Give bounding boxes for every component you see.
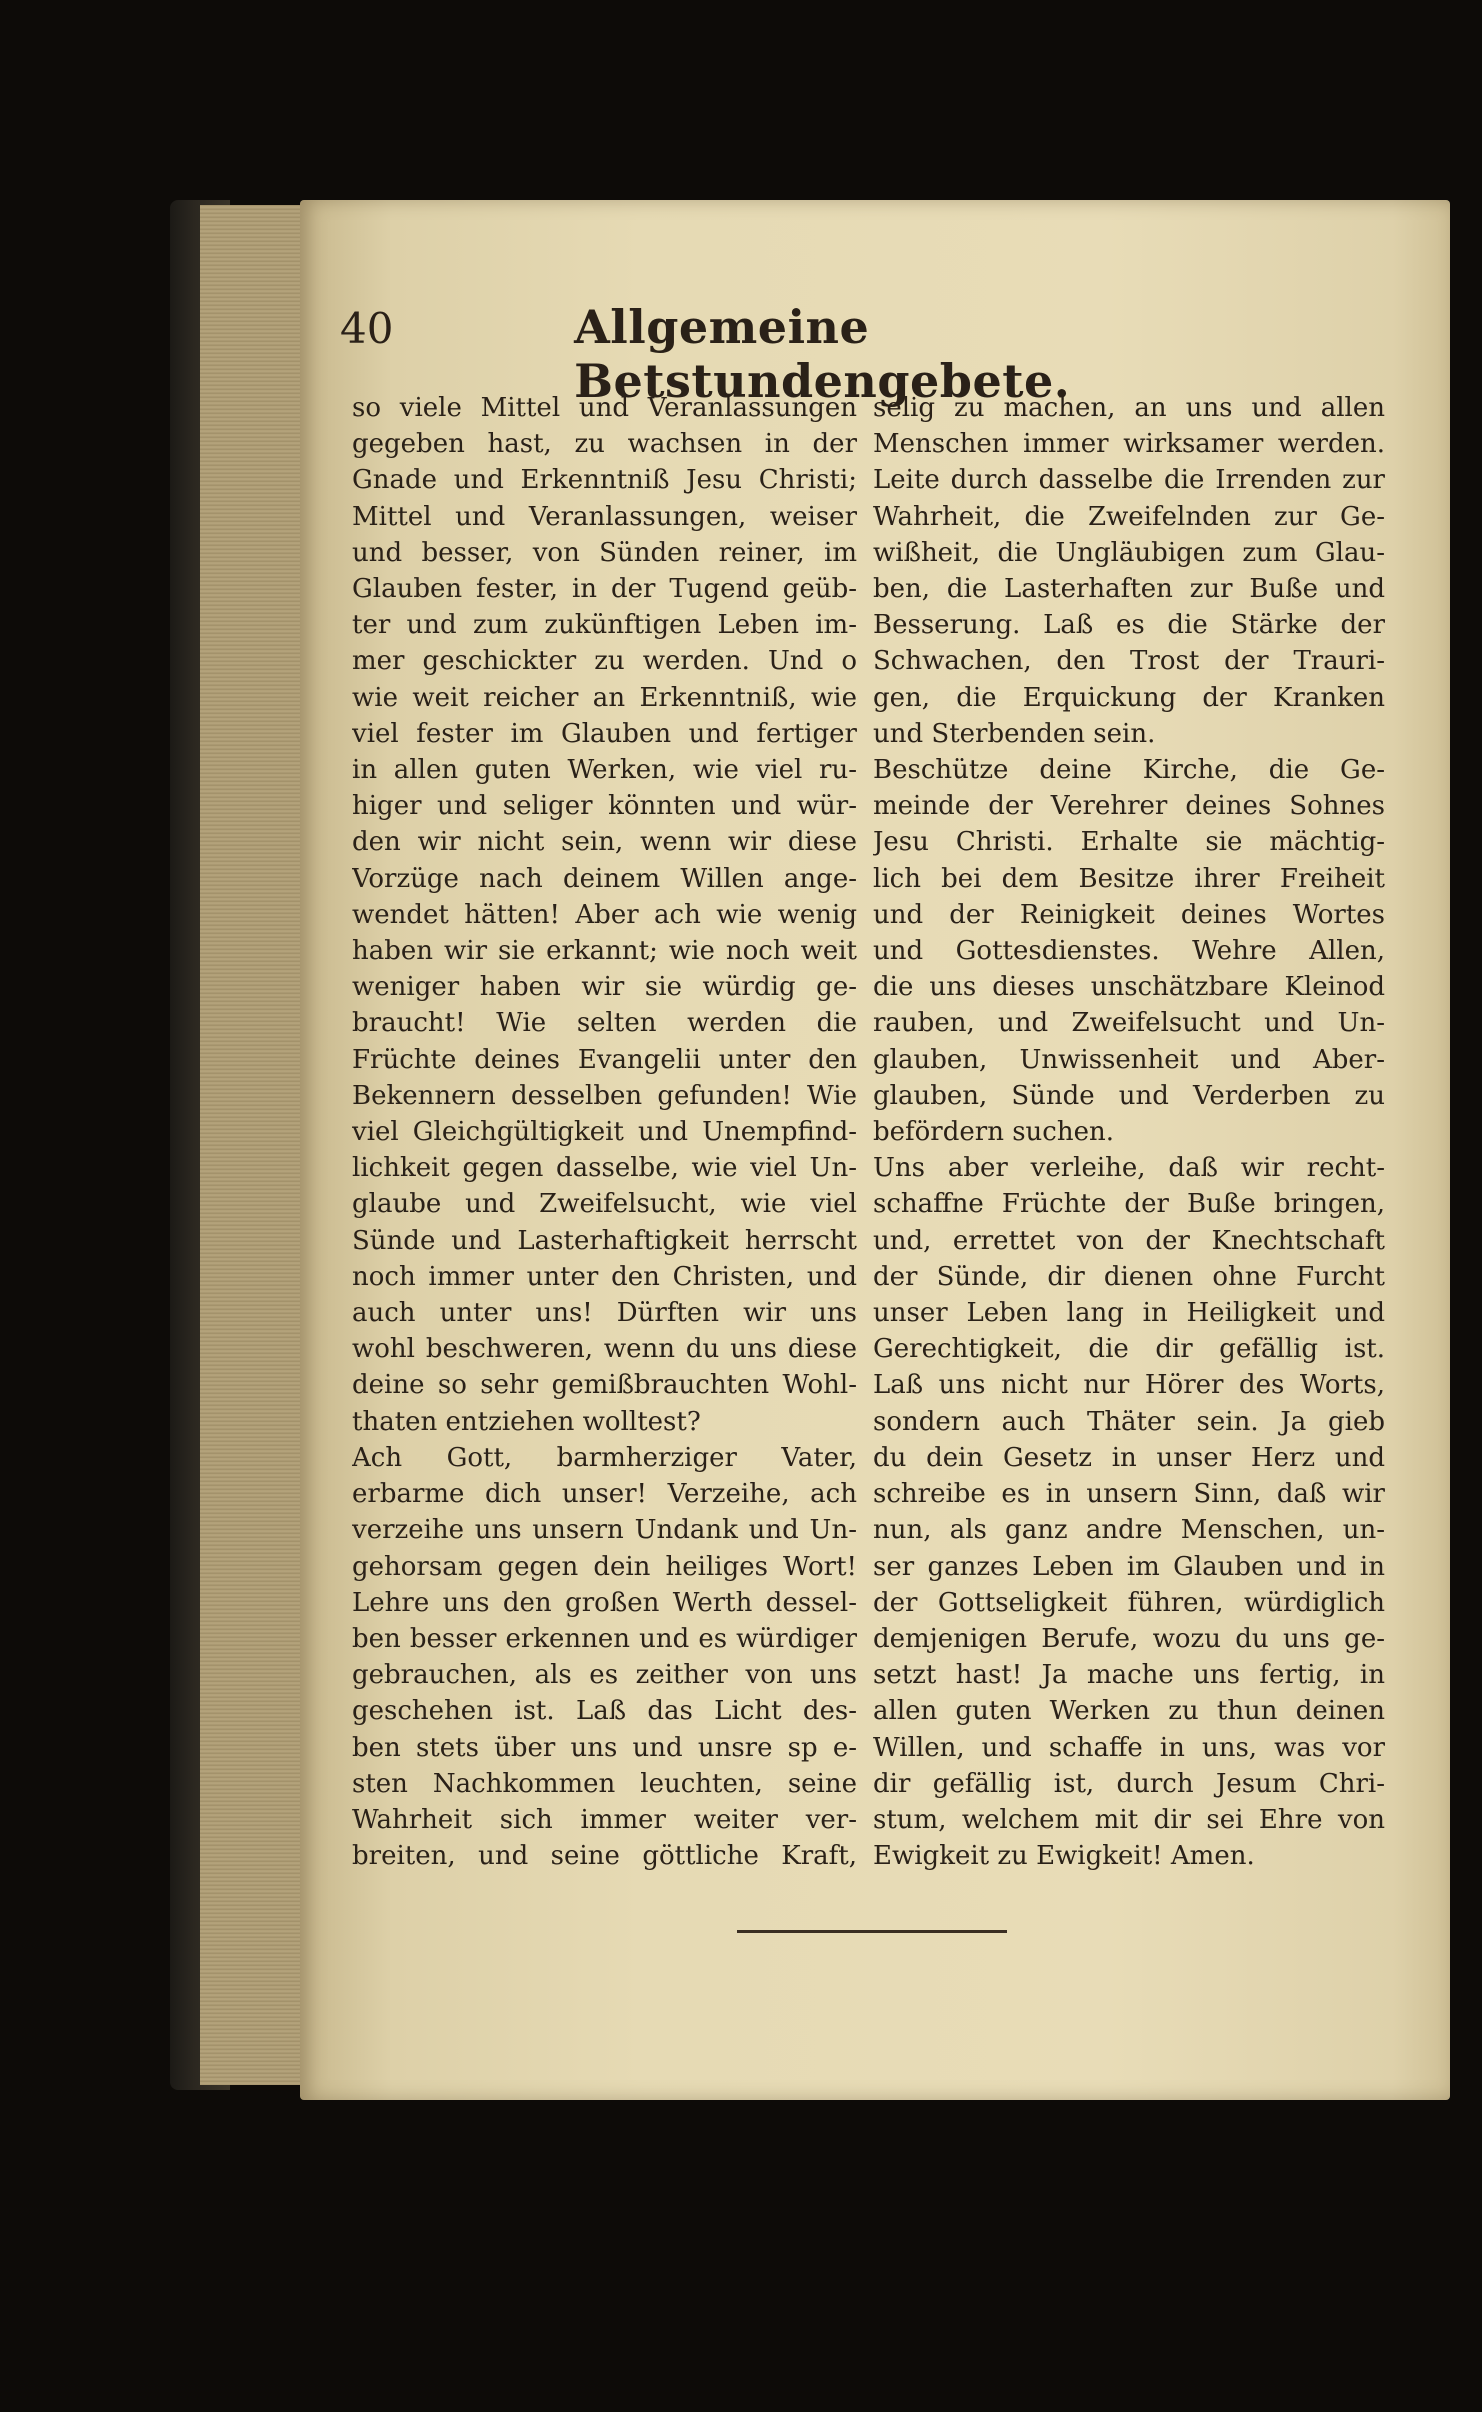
text-line: Bekennern desselben gefunden! Wie [352,1080,857,1111]
text-line: demjenigen Berufe, wozu du uns ge- [873,1623,1385,1654]
text-line: sondern auch Thäter sein. Ja gieb [873,1406,1385,1437]
text-line: unser Leben lang in Heiligkeit und [873,1298,1385,1329]
text-line: wißheit, die Ungläubigen zum Glau- [873,537,1385,568]
text-line: selig zu machen, an uns und allen [873,393,1385,423]
text-line: Laß uns nicht nur Hörer des Worts, [873,1370,1385,1401]
text-line: braucht! Wie selten werden die [352,1008,857,1039]
text-line: wendet hätten! Aber ach wie wenig [352,899,857,930]
text-line: und Gottesdienstes. Wehre Allen, [873,936,1385,967]
right-text-column [873,390,1385,1874]
text-line: stum, welchem mit dir sei Ehre von [873,1804,1385,1835]
text-line: gen, die Erquickung der Kranken [873,682,1385,713]
text-line: geschehen ist. Laß das Licht des- [352,1696,857,1727]
text-line: viel Gleichgültigkeit und Unempfind- [352,1117,857,1148]
text-line: glaube und Zweifelsucht, wie viel [352,1189,857,1220]
end-rule [737,1930,1007,1933]
running-title: Allgemeine Betstundengebete. [574,300,1071,408]
text-line: weniger haben wir sie würdig ge- [352,972,857,1003]
text-line: Uns aber verleihe, daß wir recht- [873,1153,1385,1184]
text-line: ben besser erkennen und es würdiger [352,1623,857,1654]
text-line: Mittel und Veranlassungen, weiser [352,501,857,532]
text-line: den wir nicht sein, wenn wir diese [352,827,857,858]
text-line: Gerechtigkeit, die dir gefällig ist. [873,1334,1385,1365]
text-line: ben stets über uns und unsre sp e- [352,1732,857,1763]
text-line: und, errettet von der Knechtschaft [873,1225,1385,1256]
text-line: setzt hast! Ja mache uns fertig, in [873,1660,1385,1691]
text-line: so viele Mittel und Veranlassungen [352,393,857,423]
text-line: deine so sehr gemißbrauchten Wohl- [352,1370,857,1401]
text-line: allen guten Werken zu thun deinen [873,1696,1385,1727]
text-line: ser ganzes Leben im Glauben und in [873,1551,1385,1582]
page-number: 40 [340,304,394,353]
text-line: schaffne Früchte der Buße bringen, [873,1189,1385,1220]
text-line: Früchte deines Evangelii unter den [352,1044,857,1075]
text-line: haben wir sie erkannt; wie noch weit [352,936,857,967]
left-text-column [352,390,857,1874]
text-line: auch unter uns! Dürften wir uns [352,1298,857,1329]
text-line: noch immer unter den Christen, und [352,1261,857,1292]
text-line: sten Nachkommen leuchten, seine [352,1768,857,1799]
text-line: Vorzüge nach deinem Willen ange- [352,863,857,894]
text-line: und besser, von Sünden reiner, im [352,537,857,568]
text-line: Menschen immer wirksamer werden. [873,429,1385,460]
text-line: verzeihe uns unsern Undank und Un- [352,1515,857,1546]
text-line: ter und zum zukünftigen Leben im- [352,610,857,641]
text-line: meinde der Verehrer deines Sohnes [873,791,1385,822]
text-line: lichkeit gegen dasselbe, wie viel Un- [352,1153,857,1184]
text-line: Leite durch dasselbe die Irrenden zur [873,465,1385,496]
text-line: schreibe es in unsern Sinn, daß wir [873,1479,1385,1510]
text-line: Jesu Christi. Erhalte sie mächtig- [873,827,1385,858]
text-line: wohl beschweren, wenn du uns diese [352,1334,857,1365]
text-line: gegeben hast, zu wachsen in der [352,429,857,460]
text-line: und Sterbenden sein. [873,718,1156,749]
text-line: und der Reinigkeit deines Wortes [873,899,1385,930]
text-line: befördern suchen. [873,1117,1114,1148]
text-line: dir gefällig ist, durch Jesum Chri- [873,1768,1385,1799]
text-line: viel fester im Glauben und fertiger [352,718,857,749]
text-line: thaten entziehen wolltest? [352,1406,701,1437]
text-line: glauben, Sünde und Verderben zu [873,1080,1385,1111]
text-line: Besserung. Laß es die Stärke der [873,610,1385,641]
text-line: Gnade und Erkenntniß Jesu Christi; [352,465,857,496]
text-line: Beschütze deine Kirche, die Ge- [873,755,1385,786]
text-line: Willen, und schaffe in uns, was vor [873,1732,1385,1763]
text-line: Glauben fester, in der Tugend geüb- [352,574,857,605]
text-line: Wahrheit sich immer weiter ver- [352,1804,857,1835]
text-line: du dein Gesetz in unser Herz und [873,1442,1385,1473]
text-line: nun, als ganz andre Menschen, un- [873,1515,1385,1546]
text-line: erbarme dich unser! Verzeihe, ach [352,1479,857,1510]
text-line: der Sünde, dir dienen ohne Furcht [873,1261,1385,1292]
text-line: Lehre uns den großen Werth dessel- [352,1587,857,1618]
text-line: Ewigkeit zu Ewigkeit! Amen. [873,1841,1255,1872]
text-line: ben, die Lasterhaften zur Buße und [873,574,1385,605]
text-line: glauben, Unwissenheit und Aber- [873,1044,1385,1075]
text-line: in allen guten Werken, wie viel ru- [352,755,857,786]
text-line: Sünde und Lasterhaftigkeit herrscht [352,1225,857,1256]
text-line: gehorsam gegen dein heiliges Wort! [352,1551,857,1582]
text-line: Schwachen, den Trost der Trauri- [873,646,1385,677]
text-line: wie weit reicher an Erkenntniß, wie [352,682,857,713]
text-line: die uns dieses unschätzbare Kleinod [873,972,1385,1003]
text-line: der Gottseligkeit führen, würdiglich [873,1587,1385,1618]
text-line: breiten, und seine göttliche Kraft, [352,1841,857,1872]
text-line: rauben, und Zweifelsucht und Un- [873,1008,1385,1039]
text-line: Wahrheit, die Zweifelnden zur Ge- [873,501,1385,532]
text-line: lich bei dem Besitze ihrer Freiheit [873,863,1385,894]
text-line: Ach Gott, barmherziger Vater, [352,1442,857,1473]
text-line: mer geschickter zu werden. Und o [352,646,857,677]
text-line: higer und seliger könnten und wür- [352,791,857,822]
text-line: gebrauchen, als es zeither von uns [352,1660,857,1691]
